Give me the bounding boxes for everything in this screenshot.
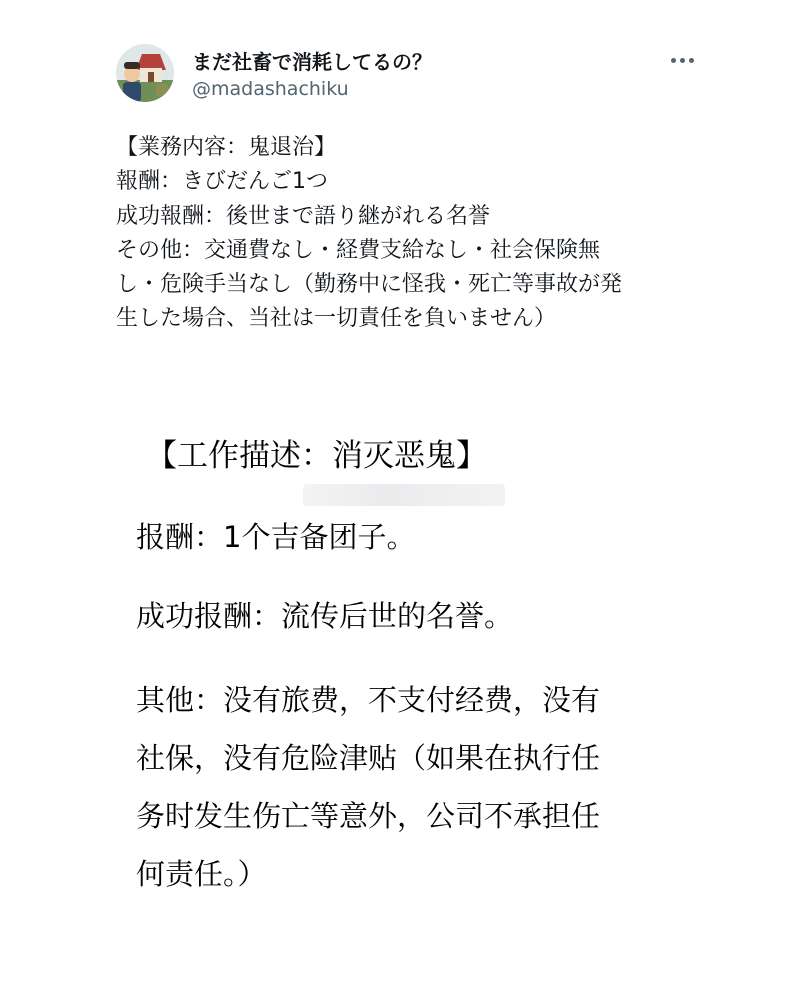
avatar[interactable] (116, 44, 174, 102)
more-horizontal-icon (689, 58, 694, 63)
translation-title: 【工作描述：消灭恶鬼】 (146, 438, 487, 474)
tweet-text-line: し・危険手当なし（勤務中に怪我・死亡等事故が発 (116, 272, 623, 298)
tweet-text-line: 【業務内容：鬼退治】 (116, 135, 337, 160)
translation-success-reward: 成功报酬：流传后世的名誉。 (136, 599, 514, 633)
translation-other-line: 务时发生伤亡等意外，公司不承担任 (136, 799, 601, 833)
more-options-button[interactable] (664, 46, 700, 74)
tweet-text (116, 131, 706, 337)
translation-other-line: 何责任。） (136, 857, 267, 891)
blurred-watermark (303, 484, 505, 506)
avatar-illustration-icon (116, 44, 174, 102)
translation-other-line: 其他：没有旅费，不支付经费，没有 (136, 683, 601, 717)
translation-other-line: 社保，没有危险津贴（如果在执行任 (136, 741, 601, 775)
tweet-text-line: 生した場合、当社は一切責任を負いません） (116, 306, 557, 332)
more-horizontal-icon (680, 58, 685, 63)
tweet-text-line: 報酬：きびだんご1つ (116, 169, 328, 195)
translation-reward: 报酬：1个吉备团子。 (136, 520, 416, 554)
more-horizontal-icon (671, 58, 676, 63)
tweet-text-line: その他：交通費なし・経費支給なし・社会保険無 (116, 237, 601, 263)
author-handle[interactable]: @madashachiku (192, 78, 349, 100)
tweet-text-line: 成功報酬：後世まで語り継がれる名誉 (116, 203, 491, 229)
author-display-name[interactable]: まだ社畜で消耗してるの？ (192, 50, 432, 74)
